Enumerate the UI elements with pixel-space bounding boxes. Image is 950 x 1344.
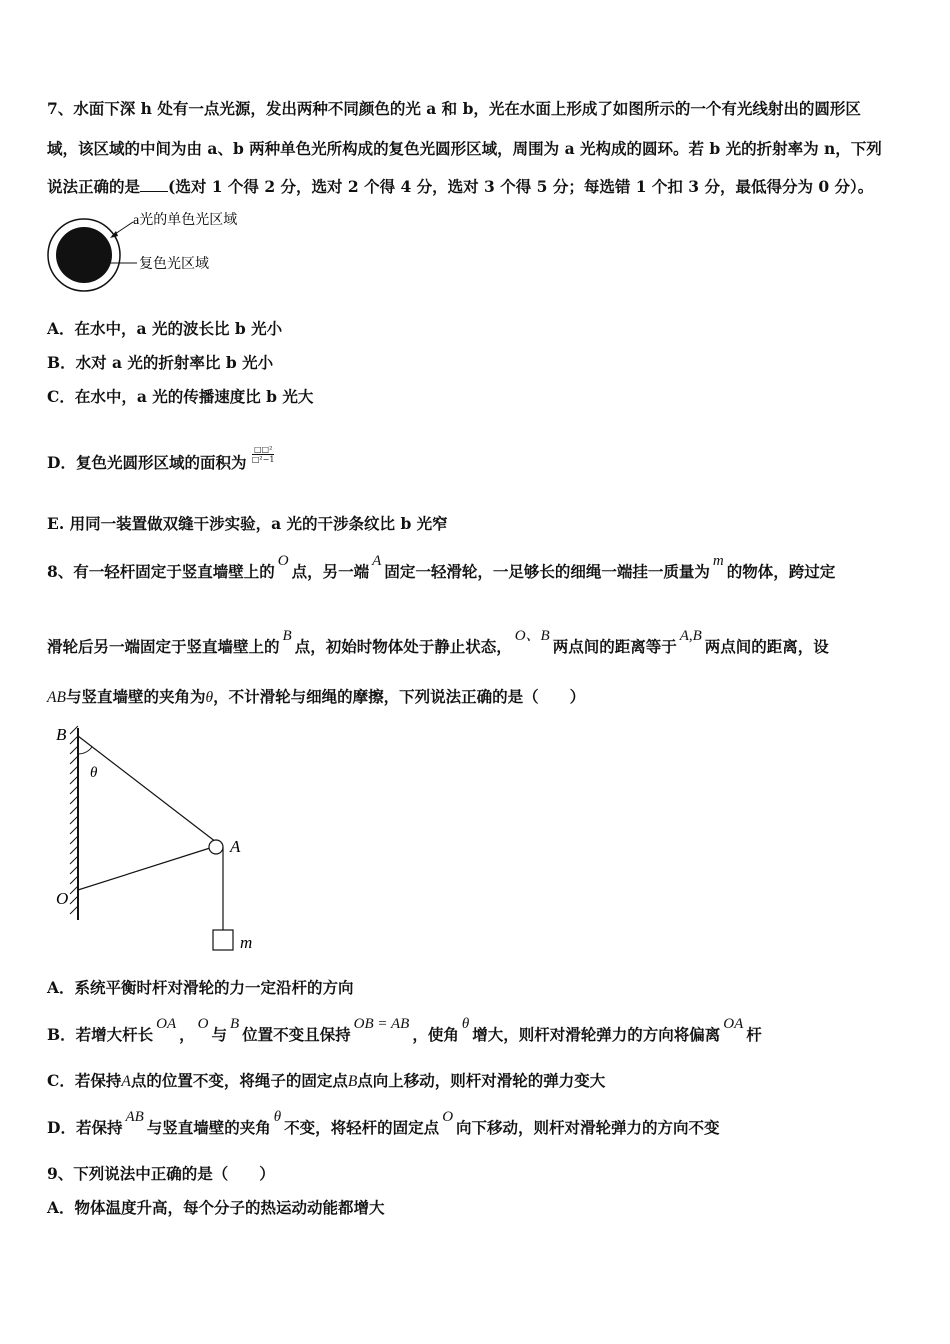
- q7-stem-line3: [47, 176, 873, 198]
- fraction-denominator: □²−1: [251, 454, 275, 464]
- fig-label-mix-region: 复色光区域: [139, 257, 209, 272]
- q8-text: 两点间的距离等于: [552, 637, 677, 656]
- q8-text: 杆: [746, 1025, 762, 1044]
- symbol-OA: OA: [156, 1016, 177, 1032]
- symbol-B: B: [282, 628, 292, 644]
- answer-blank: [140, 177, 168, 192]
- symbol-A: A: [121, 1073, 131, 1090]
- symbol-O: O: [197, 1016, 209, 1032]
- q7-option-c: C．在水中，a 光的传播速度比 b 光大: [47, 387, 314, 406]
- wall-hatching: [70, 726, 78, 920]
- symbol-theta: θ: [205, 689, 214, 706]
- q8-option-b: [47, 1016, 762, 1047]
- q7-option-e: E. 用同一装置做双缝干涉实验，a 光的干涉条纹比 b 光窄: [47, 514, 448, 533]
- fig-label-m: m: [240, 933, 253, 952]
- pulley-circle: [209, 840, 223, 854]
- fig-label-A: A: [230, 837, 241, 856]
- q8-option-c: [47, 1070, 605, 1093]
- symbol-AB: AB: [47, 689, 66, 706]
- equation-OB-AB: OB = AB: [353, 1016, 410, 1032]
- q8-text: 向下移动，则杆对滑轮弹力的方向不变: [456, 1118, 720, 1137]
- q7-option-d-text: D．复色光圆形区域的面积为: [47, 453, 247, 472]
- q7-option-a: A．在水中，a 光的波长比 b 光小: [47, 319, 283, 338]
- symbol-AB: AB: [125, 1109, 144, 1125]
- q8-text: 与竖直墙壁的夹角为: [65, 687, 206, 706]
- rope-BA: [78, 736, 216, 842]
- q7-stem-line1: 7、水面下深 h 处有一点光源，发出两种不同颜色的光 a 和 b，光在水面上形成了如图所示的一个有光线射出的圆形区: [47, 99, 861, 118]
- fig-label-theta: θ: [90, 765, 98, 781]
- q8-text: 不变，将轻杆的固定点: [284, 1118, 440, 1137]
- q7-stem-line2: 域，该区域的中间为由 a、b 两种单色光所构成的复色光圆形区域，周围为 a 光构成的圆环。若 b 光的折射率为 n，下列: [47, 139, 882, 158]
- q8-text: 的物体，跨过定: [726, 562, 836, 581]
- q8-stem-line3: [47, 686, 585, 709]
- symbol-theta: θ: [461, 1016, 470, 1032]
- area-fraction: [252, 445, 275, 464]
- q8-text: 固定一轻滑轮，一足够长的细绳一端挂一质量为: [384, 562, 710, 581]
- q8-text: 增大，则杆对滑轮弹力的方向将偏离: [472, 1025, 721, 1044]
- symbol-O: O: [442, 1109, 454, 1125]
- symbol-theta: θ: [273, 1109, 282, 1125]
- fig-label-O: O: [56, 889, 69, 908]
- q8-text: ，: [179, 1025, 195, 1044]
- q8-text: ，使角: [412, 1025, 459, 1044]
- q8-text: 两点间的距离，设: [704, 637, 829, 656]
- q8-text: 8、有一轻杆固定于竖直墙壁上的: [47, 562, 275, 581]
- symbol-B: B: [229, 1016, 240, 1032]
- q8-text: 点向上移动，则杆对滑轮的弹力变大: [357, 1071, 606, 1090]
- q8-stem-line1: [47, 553, 836, 584]
- q8-text: D．若保持: [47, 1118, 123, 1137]
- symbol-m: m: [712, 553, 724, 569]
- q8-pulley-figure: [50, 720, 280, 960]
- symbol-OA: OA: [723, 1016, 744, 1032]
- angle-theta-arc: [78, 747, 92, 754]
- q8-text: B．若增大杆长: [47, 1025, 154, 1044]
- q7-option-b: B．水对 a 光的折射率比 b 光小: [47, 353, 274, 372]
- q8-text: ，不计滑轮与细绳的摩擦，下列说法正确的是（ ）: [213, 687, 586, 706]
- rod-OA: [78, 848, 210, 890]
- q8-text: 与竖直墙壁的夹角: [146, 1118, 271, 1137]
- symbol-A-B: A,B: [679, 628, 702, 644]
- fraction-numerator: □□²: [252, 445, 275, 455]
- q8-text: 滑轮后另一端固定于竖直墙壁上的: [47, 637, 280, 656]
- symbol-A: A: [372, 553, 382, 569]
- q8-option-a: A．系统平衡时杆对滑轮的力一定沿杆的方向: [47, 978, 354, 997]
- inner-disk-circle: [56, 227, 112, 283]
- q9-stem: 9、下列说法中正确的是（ ）: [47, 1164, 275, 1183]
- q8-stem-line2: [47, 628, 829, 659]
- q7-option-d: [47, 444, 275, 474]
- q7-light-circle-figure: [45, 208, 255, 298]
- q9-option-a: A．物体温度升高，每个分子的热运动动能都增大: [47, 1198, 385, 1217]
- fig-label-B: B: [56, 725, 67, 744]
- fig-label-a-region: a光的单色光区域: [133, 213, 238, 228]
- symbol-O-B: O、B: [514, 628, 550, 644]
- q8-text: 点的位置不变，将绳子的固定点: [130, 1071, 348, 1090]
- q8-text: 与: [211, 1025, 227, 1044]
- symbol-B: B: [347, 1073, 358, 1090]
- mass-block: [213, 930, 233, 950]
- q8-option-d: [47, 1109, 720, 1140]
- q8-text: 点，另一端: [291, 562, 370, 581]
- q8-text: 点，初始时物体处于静止状态，: [294, 637, 512, 656]
- q7-stem-line3-post: (选对 1 个得 2 分，选对 2 个得 4 分，选对 3 个得 5 分；每选错 1 个扣 3 分，最低得分为 0 分）。: [168, 177, 874, 196]
- q8-text: 位置不变且保持: [242, 1025, 351, 1044]
- q8-text: C．若保持: [47, 1071, 122, 1090]
- q7-stem-line3-pre: 说法正确的是: [47, 177, 141, 196]
- symbol-O: O: [277, 553, 289, 569]
